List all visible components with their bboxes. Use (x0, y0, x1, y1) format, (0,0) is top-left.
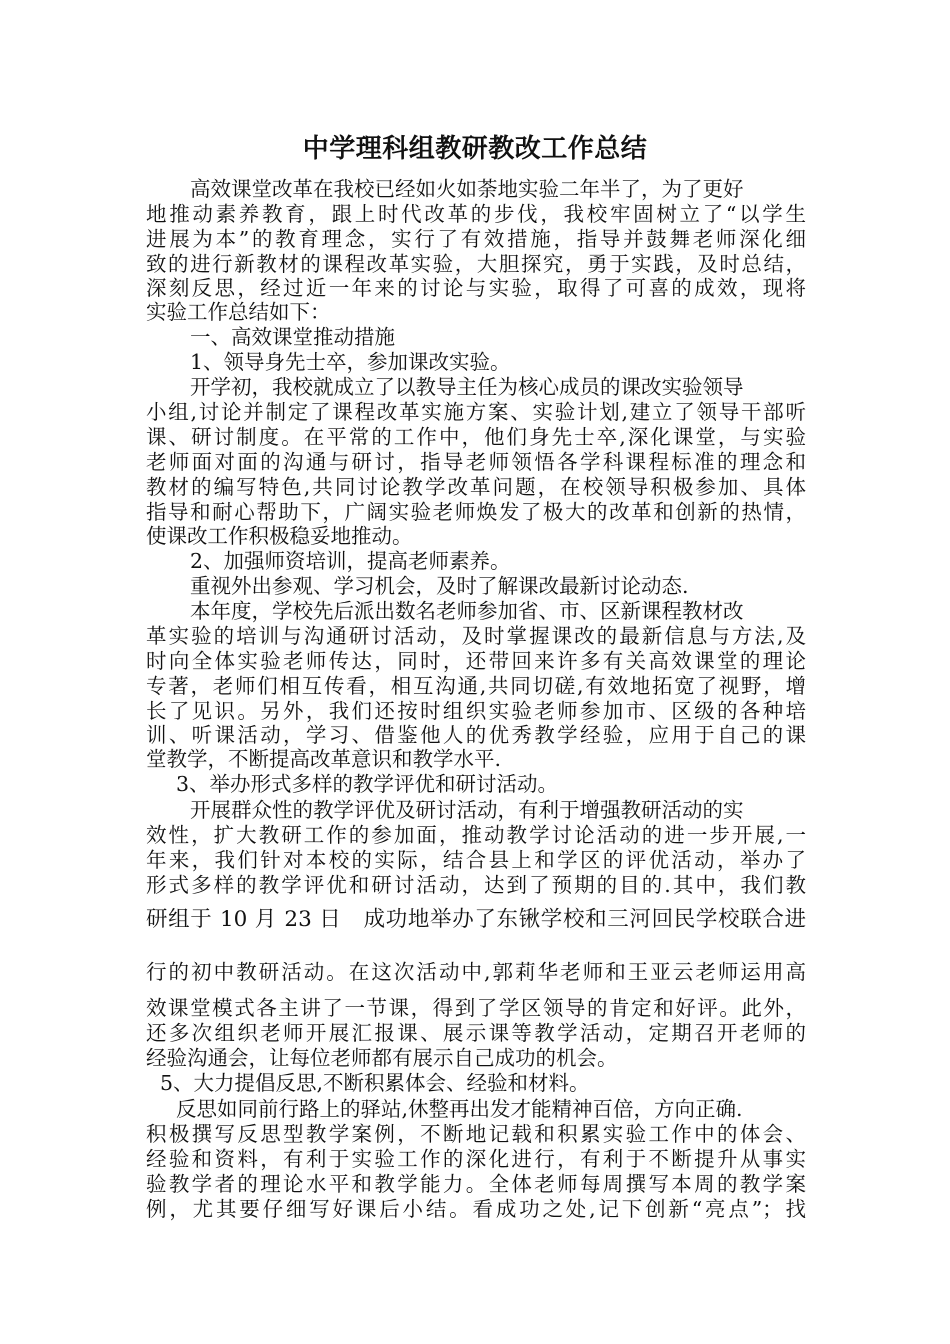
paragraph-line: 长了见识。另外，我们还按时组织实验老师参加市、区级的各种培 (146, 699, 806, 723)
paragraph-line: 指导和耐心帮助下，广阔实验老师焕发了极大的改革和创新的热情， (146, 500, 806, 524)
paragraph-line: 老师面对面的沟通与研讨，指导老师领悟各学科课程标准的理念和 (146, 450, 806, 474)
paragraph-line: 研组于 10 月 23 日 成功地举办了东锹学校和三河回民学校联合进 (146, 907, 806, 932)
paragraph-line: 积极撰写反思型教学案例，不断地记载和积累实验工作中的体会、 (146, 1122, 806, 1146)
paragraph-line: 反思如同前行路上的驿站,休整再出发才能精神百倍，方向正确. (176, 1097, 743, 1121)
paragraph-line: 经验和资料，有利于实验工作的深化进行，有利于不断提升从事实 (146, 1147, 806, 1171)
paragraph-line: 致的进行新教材的课程改革实验，大胆探究，勇于实践，及时总结， (146, 252, 806, 276)
paragraph-line: 深刻反思，经过近一年来的讨论与实验，取得了可喜的成效，现将 (146, 276, 806, 300)
subsection-heading: 5、大力提倡反思,不断积累体会、经验和材料。 (160, 1071, 590, 1095)
paragraph-line: 开展群众性的教学评优及研讨活动，有利于增强教研活动的实 (190, 798, 744, 822)
paragraph-line: 地推动素养教育，跟上时代改革的步伐，我校牢固树立了“以学生 (146, 202, 806, 226)
subsection-heading: 1、领导身先士卒，参加课改实验。 (190, 350, 511, 374)
paragraph-line: 堂教学，不断提高改革意识和教学水平. (146, 747, 502, 771)
paragraph-line: 实验工作总结如下： (146, 300, 331, 324)
paragraph-line: 小组,讨论并制定了课程改革实施方案、实验计划,建立了领导干部听 (146, 400, 806, 424)
paragraph-line: 本年度，学校先后派出数名老师参加省、市、区新课程教材改 (190, 599, 744, 623)
paragraph-line: 验教学者的理论水平和教学能力。全体老师每周撰写本周的教学案 (146, 1172, 806, 1196)
paragraph-line: 效性，扩大教研工作的参加面，推动教学讨论活动的进一步开展,一 (146, 823, 806, 847)
paragraph-line: 经验沟通会，让每位老师都有展示自己成功的机会。 (146, 1046, 618, 1070)
paragraph-line: 重视外出参观、学习机会，及时了解课改最新讨论动态. (190, 574, 689, 598)
paragraph-line: 高效课堂改革在我校已经如火如荼地实验二年半了，为了更好 (190, 177, 744, 201)
paragraph-line: 训、听课活动，学习、借鉴他人的优秀教学经验，应用于自己的课 (146, 723, 806, 747)
paragraph-line: 开学初，我校就成立了以教导主任为核心成员的课改实验领导 (190, 375, 744, 399)
paragraph-line: 例，尤其要仔细写好课后小结。看成功之处,记下创新“亮点”；找 (146, 1197, 806, 1221)
paragraph-line: 使课改工作积极稳妥地推动。 (146, 524, 413, 548)
subsection-heading: 3、举办形式多样的教学评优和研讨活动。 (176, 772, 559, 796)
paragraph-line: 专著，老师们相互传看，相互沟通,共同切磋,有效地拓宽了视野，增 (146, 674, 806, 698)
paragraph-line: 课、研讨制度。在平常的工作中，他们身先士卒,深化课堂，与实验 (146, 425, 806, 449)
paragraph-line: 年来，我们针对本校的实际，结合县上和学区的评优活动，举办了 (146, 848, 806, 872)
paragraph-line: 教材的编写特色,共同讨论教学改革问题，在校领导积极参加、具体 (146, 475, 806, 499)
paragraph-line: 效课堂模式各主讲了一节课，得到了学区领导的肯定和好评。此外， (146, 996, 806, 1020)
paragraph-line: 进展为本”的教育理念，实行了有效措施，指导并鼓舞老师深化细 (146, 227, 806, 251)
document-title: 中学理科组教研教改工作总结 (302, 134, 648, 164)
paragraph-line: 革实验的培训与沟通研讨活动，及时掌握课改的最新信息与方法,及 (146, 624, 806, 648)
paragraph-line: 形式多样的教学评优和研讨活动，达到了预期的目的.其中，我们教 (146, 873, 806, 897)
paragraph-line: 还多次组织老师开展汇报课、展示课等教学活动，定期召开老师的 (146, 1021, 806, 1045)
paragraph-line: 行的初中教研活动。在这次活动中,郭莉华老师和王亚云老师运用高 (146, 960, 806, 984)
section-heading: 一、高效课堂推动措施 (190, 325, 395, 349)
paragraph-line: 时向全体实验老师传达，同时，还带回来许多有关高效课堂的理论 (146, 649, 806, 673)
subsection-heading: 2、加强师资培训，提高老师素养。 (190, 549, 511, 573)
